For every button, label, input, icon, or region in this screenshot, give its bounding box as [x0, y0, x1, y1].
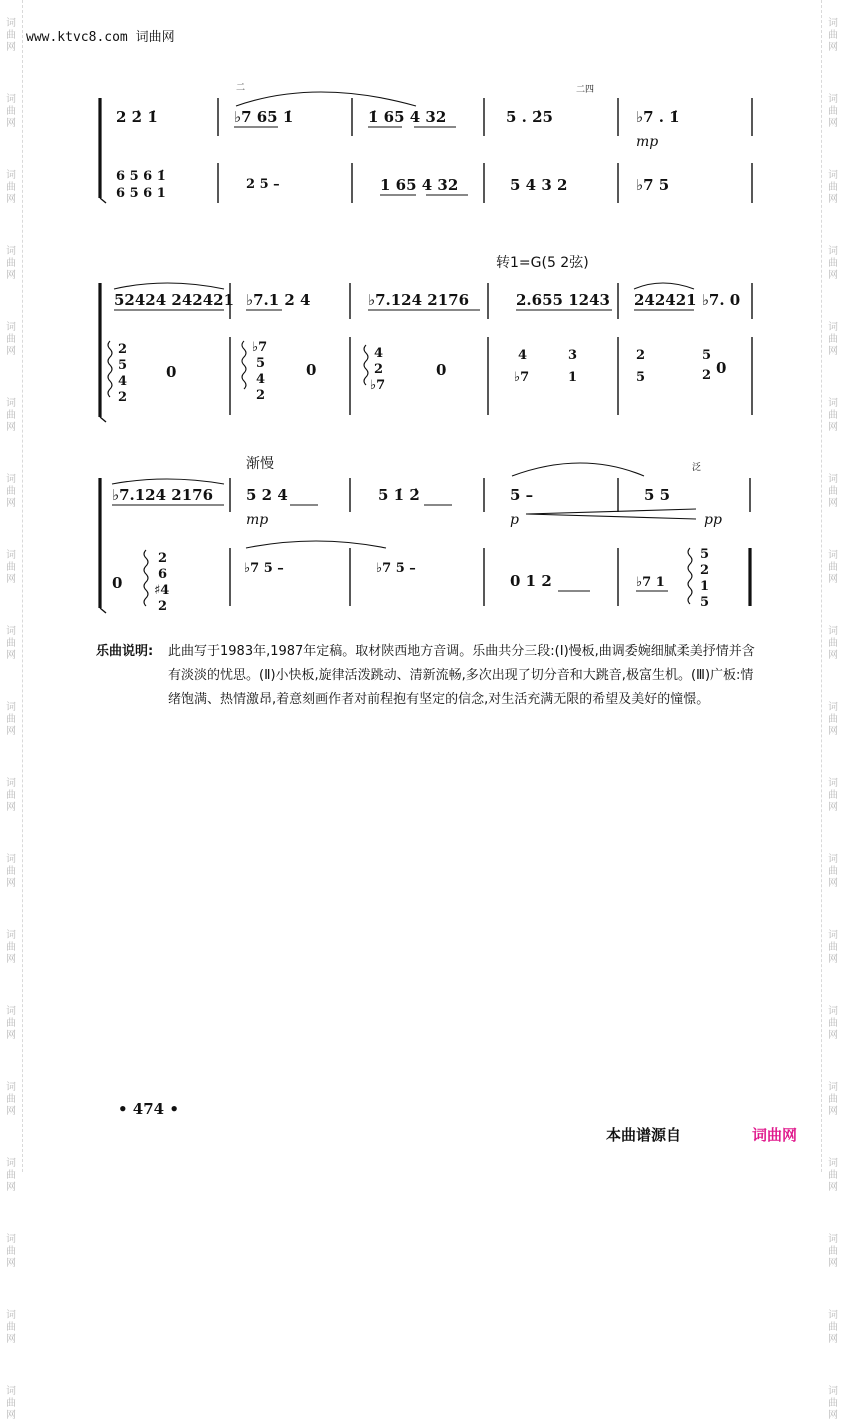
watermark-char: 网	[6, 1410, 16, 1421]
score-system-1-svg	[96, 78, 756, 218]
lower-note: 2	[636, 348, 646, 363]
watermark-group	[828, 474, 838, 510]
watermark-char: 网	[828, 270, 838, 281]
watermark-char: 曲	[6, 1170, 16, 1181]
measure-upper: 5 2 4	[246, 486, 288, 504]
watermark-char: 曲	[828, 790, 838, 801]
description-text: 此曲写于1983年,1987年定稿。取材陕西地方音调。乐曲共分三段:(Ⅰ)慢板,曲调委婉细腻柔美抒情并含有淡淡的忧思。(Ⅱ)小快板,旋律活泼跳动、清新流畅,多次出现了切分音和大跳音,极富生机。(Ⅲ)广板:情绪饱满、热情激昂,着意刻画作者对前程抱有坚定的信念,对生活充满无限的希望及美好的憧憬。	[168, 644, 755, 707]
dynamic-mark: mp	[636, 134, 659, 150]
measure-upper: 52424 242421	[114, 291, 235, 309]
watermark-char: 词	[6, 1082, 16, 1093]
watermark-char: 词	[6, 1006, 16, 1017]
watermark-char: 词	[828, 1310, 838, 1321]
watermark-char: 曲	[828, 410, 838, 421]
watermark-group	[6, 1082, 16, 1118]
arpeggio-mark	[144, 550, 148, 606]
watermark-group	[828, 1006, 838, 1042]
slur	[634, 283, 694, 289]
watermark-group	[6, 1158, 16, 1194]
source-brand-link[interactable]: 词曲网	[752, 1126, 798, 1144]
watermark-char: 网	[6, 650, 16, 661]
watermark-char: 词	[828, 854, 838, 865]
watermark-char: 词	[6, 94, 16, 105]
watermark-char: 词	[6, 702, 16, 713]
measure-upper: ♭7 65 1̇	[234, 108, 294, 126]
chord-note: ♭7	[370, 378, 386, 393]
watermark-group	[828, 1158, 838, 1194]
watermark-char: 曲	[828, 1170, 838, 1181]
watermark-group	[6, 1386, 16, 1422]
watermark-group	[6, 246, 16, 282]
watermark-char: 词	[6, 1158, 16, 1169]
measure-lower: ♭7 1	[636, 575, 665, 590]
watermark-char: 词	[6, 1310, 16, 1321]
watermark-group	[828, 550, 838, 586]
watermark-char: 词	[828, 702, 838, 713]
watermark-char: 曲	[6, 410, 16, 421]
watermark-char: 网	[828, 878, 838, 889]
watermark-group	[828, 170, 838, 206]
watermark-char: 曲	[828, 1018, 838, 1029]
watermark-group	[6, 1310, 16, 1346]
watermark-char: 曲	[828, 486, 838, 497]
dynamic-mark: p	[510, 512, 519, 528]
slur	[112, 479, 224, 484]
watermark-char: 曲	[6, 790, 16, 801]
watermark-char: 词	[828, 246, 838, 257]
watermark-char: 网	[6, 726, 16, 737]
watermark-char: 曲	[6, 714, 16, 725]
measure-upper: 5 . 2̇5	[506, 108, 553, 126]
page-number: • 474 •	[118, 1100, 179, 1118]
watermark-char: 曲	[828, 714, 838, 725]
chord-note: 2	[700, 563, 710, 578]
watermark-char: 网	[6, 422, 16, 433]
measure-lower: 5 4 3 2	[510, 176, 568, 194]
chord-note: 4	[118, 374, 128, 389]
watermark-char: 网	[6, 1182, 16, 1193]
watermark-group	[828, 702, 838, 738]
chord-note: 2	[374, 362, 384, 377]
watermark-char: 曲	[6, 866, 16, 877]
measure-lower: 1 65 4 32	[380, 176, 459, 194]
score-system-2	[96, 245, 756, 425]
watermark-char: 词	[828, 1234, 838, 1245]
watermark-char: 网	[6, 1030, 16, 1041]
watermark-char: 网	[828, 1106, 838, 1117]
measure-lower: 2 5 –	[246, 177, 280, 192]
lower-note: 1	[568, 370, 578, 385]
watermark-group	[6, 474, 16, 510]
watermark-char: 词	[828, 1082, 838, 1093]
watermark-group	[6, 930, 16, 966]
watermark-char: 网	[828, 42, 838, 53]
measure-upper: 2 2̇ 1̇	[116, 108, 158, 126]
watermark-char: 网	[828, 1182, 838, 1193]
watermark-char: 词	[6, 398, 16, 409]
lower-note: 3	[568, 348, 578, 363]
watermark-group	[828, 322, 838, 358]
watermark-char: 词	[6, 550, 16, 561]
watermark-group	[828, 1082, 838, 1118]
measure-upper: ♭7.124 2176	[368, 291, 470, 309]
piece-description	[96, 640, 756, 712]
watermark-char: 曲	[6, 106, 16, 117]
watermark-char: 词	[828, 322, 838, 333]
watermark-char: 词	[6, 930, 16, 941]
watermark-group	[828, 94, 838, 130]
watermark-group	[828, 1386, 838, 1422]
watermark-char: 网	[6, 194, 16, 205]
string-mark: 二四	[576, 85, 595, 95]
watermark-char: 曲	[6, 486, 16, 497]
right-watermark-strip	[821, 0, 844, 1421]
watermark-char: 曲	[6, 562, 16, 573]
arpeggio-mark	[108, 341, 112, 397]
watermark-char: 曲	[6, 1322, 16, 1333]
watermark-char: 曲	[6, 1094, 16, 1105]
watermark-char: 词	[828, 550, 838, 561]
watermark-char: 网	[6, 42, 16, 53]
watermark-char: 网	[6, 346, 16, 357]
watermark-char: 网	[6, 802, 16, 813]
watermark-group	[6, 18, 16, 54]
chord-note: 1	[700, 579, 710, 594]
watermark-group	[6, 778, 16, 814]
chord-note: 4	[374, 346, 384, 361]
watermark-char: 曲	[6, 334, 16, 345]
arpeggio-mark	[242, 341, 246, 389]
watermark-char: 词	[828, 18, 838, 29]
watermark-char: 词	[828, 398, 838, 409]
chord-note: 6	[158, 567, 168, 582]
measure-upper: ♭7.124 2176	[112, 486, 214, 504]
slur	[236, 92, 416, 106]
measure-lower: 6 5 6 1̇	[116, 169, 166, 184]
watermark-char: 网	[6, 1106, 16, 1117]
measure-upper: 1̇ 65 4 32	[368, 108, 447, 126]
watermark-char: 曲	[828, 1246, 838, 1257]
key-change-mark: 转1=G(5 2弦)	[496, 255, 589, 271]
score-system-1	[96, 78, 756, 218]
lower-note: 4	[518, 348, 528, 363]
left-watermark-strip	[0, 0, 23, 1421]
chord-note: 4	[256, 372, 266, 387]
watermark-group	[828, 1310, 838, 1346]
watermark-group	[828, 18, 838, 54]
measure-lower: 0 1 2	[510, 572, 552, 590]
watermark-char: 曲	[6, 638, 16, 649]
watermark-group	[6, 550, 16, 586]
watermark-char: 曲	[828, 1398, 838, 1409]
watermark-char: 网	[6, 270, 16, 281]
chord-note: 2	[158, 551, 168, 566]
lower-note: 5	[636, 370, 646, 385]
watermark-char: 词	[6, 626, 16, 637]
watermark-char: 词	[828, 474, 838, 485]
rest: 0	[112, 574, 123, 592]
watermark-group	[6, 626, 16, 662]
chord-note: ♭7	[252, 340, 268, 355]
watermark-char: 词	[828, 1386, 838, 1397]
watermark-char: 词	[828, 930, 838, 941]
watermark-char: 词	[6, 1386, 16, 1397]
dynamic-mark: pp	[704, 512, 722, 528]
watermark-char: 网	[828, 650, 838, 661]
site-url[interactable]: www.ktvc8.com 词曲网	[26, 30, 175, 45]
chord-note: 2	[118, 390, 128, 405]
watermark-char: 网	[828, 1410, 838, 1421]
description-label: 乐曲说明:	[96, 644, 154, 659]
watermark-char: 网	[6, 498, 16, 509]
measure-upper: ♭7 . 1̇	[636, 108, 680, 126]
slur	[512, 463, 644, 476]
watermark-group	[6, 170, 16, 206]
chord-note: 5	[256, 356, 266, 371]
watermark-char: 曲	[828, 1094, 838, 1105]
watermark-char: 词	[6, 854, 16, 865]
watermark-char: 词	[6, 246, 16, 257]
watermark-char: 曲	[828, 30, 838, 41]
chord-note: 2	[158, 599, 168, 614]
watermark-char: 网	[828, 574, 838, 585]
watermark-char: 网	[828, 422, 838, 433]
watermark-char: 网	[6, 878, 16, 889]
watermark-char: 曲	[828, 258, 838, 269]
arpeggio-mark	[688, 548, 692, 604]
measure-lower: ♭7 5 –	[376, 561, 416, 576]
score-system-3-svg	[96, 448, 756, 618]
watermark-char: 曲	[828, 182, 838, 193]
watermark-char: 词	[6, 322, 16, 333]
watermark-group	[6, 398, 16, 434]
watermark-char: 网	[6, 1258, 16, 1269]
watermark-char: 词	[828, 778, 838, 789]
dynamic-mark: mp	[246, 512, 269, 528]
watermark-group	[828, 246, 838, 282]
chord-note: 2	[256, 388, 266, 403]
watermark-char: 曲	[828, 638, 838, 649]
chord-note: ♯4	[154, 583, 170, 598]
chord-note: 5	[700, 547, 710, 562]
measure-upper: 242421 ♭7. 0	[634, 291, 741, 309]
rest: 0	[306, 361, 317, 379]
watermark-char: 网	[828, 726, 838, 737]
watermark-char: 曲	[6, 258, 16, 269]
watermark-group	[828, 398, 838, 434]
arpeggio-mark	[364, 345, 368, 385]
watermark-char: 曲	[828, 334, 838, 345]
watermark-char: 网	[828, 1258, 838, 1269]
watermark-char: 词	[6, 170, 16, 181]
watermark-char: 词	[6, 778, 16, 789]
watermark-char: 词	[828, 94, 838, 105]
watermark-char: 曲	[828, 562, 838, 573]
rest: 0	[436, 361, 447, 379]
source-note: 本曲谱源自	[606, 1126, 682, 1144]
watermark-group	[6, 1006, 16, 1042]
watermark-char: 词	[828, 1158, 838, 1169]
watermark-char: 网	[828, 194, 838, 205]
score-system-3	[96, 448, 756, 618]
watermark-group	[828, 626, 838, 662]
tempo-mark: 渐慢	[246, 456, 274, 472]
watermark-char: 词	[828, 1006, 838, 1017]
measure-lower: 6 5 6 1	[116, 186, 166, 201]
watermark-group	[6, 854, 16, 890]
watermark-char: 网	[6, 118, 16, 129]
measure-upper: 2.655 1243	[516, 291, 610, 309]
watermark-char: 曲	[828, 866, 838, 877]
chord-note: 5	[118, 358, 128, 373]
watermark-char: 词	[828, 170, 838, 181]
watermark-char: 曲	[6, 30, 16, 41]
watermark-char: 曲	[6, 942, 16, 953]
watermark-char: 曲	[828, 106, 838, 117]
watermark-char: 曲	[6, 1018, 16, 1029]
slur	[246, 541, 386, 548]
watermark-char: 网	[6, 1334, 16, 1345]
watermark-group	[6, 702, 16, 738]
watermark-char: 网	[828, 1334, 838, 1345]
watermark-char: 曲	[6, 1398, 16, 1409]
watermark-char: 词	[6, 474, 16, 485]
watermark-char: 曲	[828, 942, 838, 953]
watermark-group	[828, 930, 838, 966]
watermark-char: 网	[828, 954, 838, 965]
slur	[114, 283, 224, 289]
measure-upper: 5 –	[510, 486, 534, 504]
rest: 0	[716, 359, 727, 377]
measure-lower: ♭7 5 –	[244, 561, 284, 576]
measure-upper: ♭7.1 2 4	[246, 291, 311, 309]
chord-note: 2	[118, 342, 128, 357]
lower-note: 2	[702, 368, 712, 383]
score-system-2-svg	[96, 245, 756, 425]
watermark-group	[6, 1234, 16, 1270]
watermark-char: 网	[6, 574, 16, 585]
lower-note: 5	[702, 348, 712, 363]
lower-note: ♭7	[514, 370, 530, 385]
measure-upper: 5 1̇ 2̇	[378, 486, 420, 504]
watermark-char: 曲	[6, 1246, 16, 1257]
watermark-char: 网	[828, 1030, 838, 1041]
watermark-char: 网	[828, 498, 838, 509]
watermark-char: 词	[828, 626, 838, 637]
watermark-group	[828, 854, 838, 890]
watermark-group	[6, 94, 16, 130]
watermark-char: 曲	[6, 182, 16, 193]
measure-upper: 5 5	[644, 486, 671, 504]
string-mark: 二	[236, 83, 246, 93]
watermark-char: 曲	[828, 1322, 838, 1333]
harmonic-mark: 泛	[692, 463, 702, 473]
watermark-char: 网	[828, 118, 838, 129]
watermark-char: 网	[828, 802, 838, 813]
watermark-group	[6, 322, 16, 358]
rest: 0	[166, 363, 177, 381]
watermark-group	[828, 778, 838, 814]
chord-note: 5	[700, 595, 710, 610]
watermark-char: 词	[6, 18, 16, 29]
watermark-char: 网	[6, 954, 16, 965]
watermark-char: 词	[6, 1234, 16, 1245]
measure-lower: ♭7 5	[636, 176, 670, 194]
watermark-group	[828, 1234, 838, 1270]
watermark-char: 网	[828, 346, 838, 357]
